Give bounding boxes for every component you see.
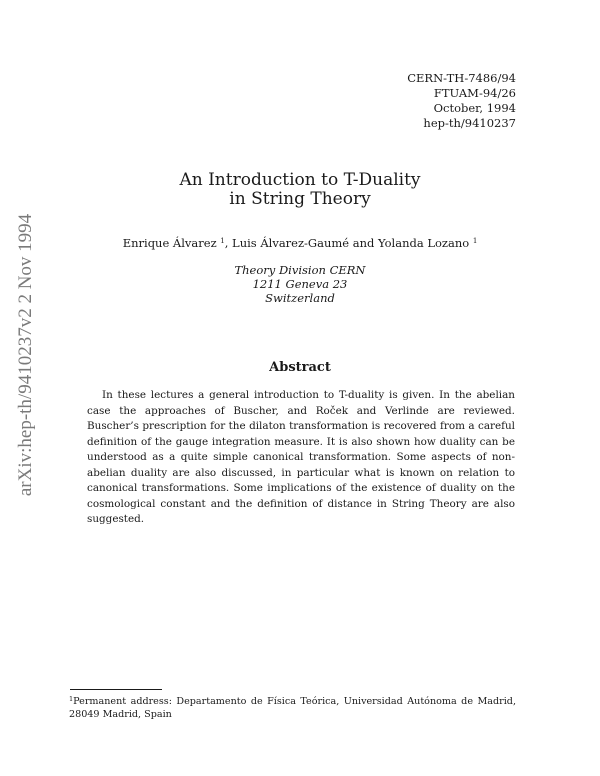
report-identifiers: [407, 71, 516, 131]
footnote-number: 1: [69, 695, 74, 703]
report-id-ftuam: FTUAM-94/26: [433, 86, 516, 100]
author-alvarez: Enrique Álvarez: [122, 236, 217, 250]
arxiv-side-stamp: [4, 205, 40, 505]
authors-rest: , Luis Álvarez-Gaumé and Yolanda Lozano: [224, 236, 470, 250]
affiliation: [0, 263, 600, 305]
title-line-1: An Introduction to T-Duality: [179, 170, 421, 190]
footnote-mark-1: 1: [220, 237, 225, 245]
footnote-divider: [70, 689, 162, 690]
abstract-text: In these lectures a general introduction to T-duality is given. In the abelian case the approaches of Buscher, and Roček and Verlinde are reviewed. Buscher’s prescription for the dilaton transformation is recovered from a careful definition of the gauge integration measure. It is also shown how duality can be understood as a quite simple canonical transformation. Some aspects of non-abelian duality are also discussed, in particular what is known on relation to canonical transformations. Some implications of the existence of duality on the cosmological constant and the definition of distance in String Theory are also suggested.: [87, 389, 515, 525]
author-list: [0, 236, 600, 250]
affiliation-line-2: 1211 Geneva 23: [252, 277, 348, 291]
paper-title: [0, 171, 600, 209]
report-id-cern: CERN-TH-7486/94: [407, 71, 516, 85]
footnote-mark-2: 1: [472, 237, 478, 245]
affiliation-line-1: Theory Division CERN: [234, 263, 366, 277]
abstract-heading: Abstract: [269, 360, 331, 375]
report-id-arxiv: hep-th/9410237: [423, 116, 516, 130]
title-line-2: in String Theory: [229, 189, 371, 209]
footnote-text: Permanent address: Departamento de Física Teórica, Universidad Autónoma de Madrid, 28049 Madrid, Spain: [69, 696, 516, 720]
affiliation-line-3: Switzerland: [265, 291, 335, 305]
arxiv-stamp-svg: [4, 205, 40, 505]
footnote: [69, 693, 516, 721]
arxiv-stamp-text: arXiv:hep-th/9410237v2 2 Nov 1994: [15, 213, 36, 497]
report-date: October, 1994: [433, 101, 516, 115]
